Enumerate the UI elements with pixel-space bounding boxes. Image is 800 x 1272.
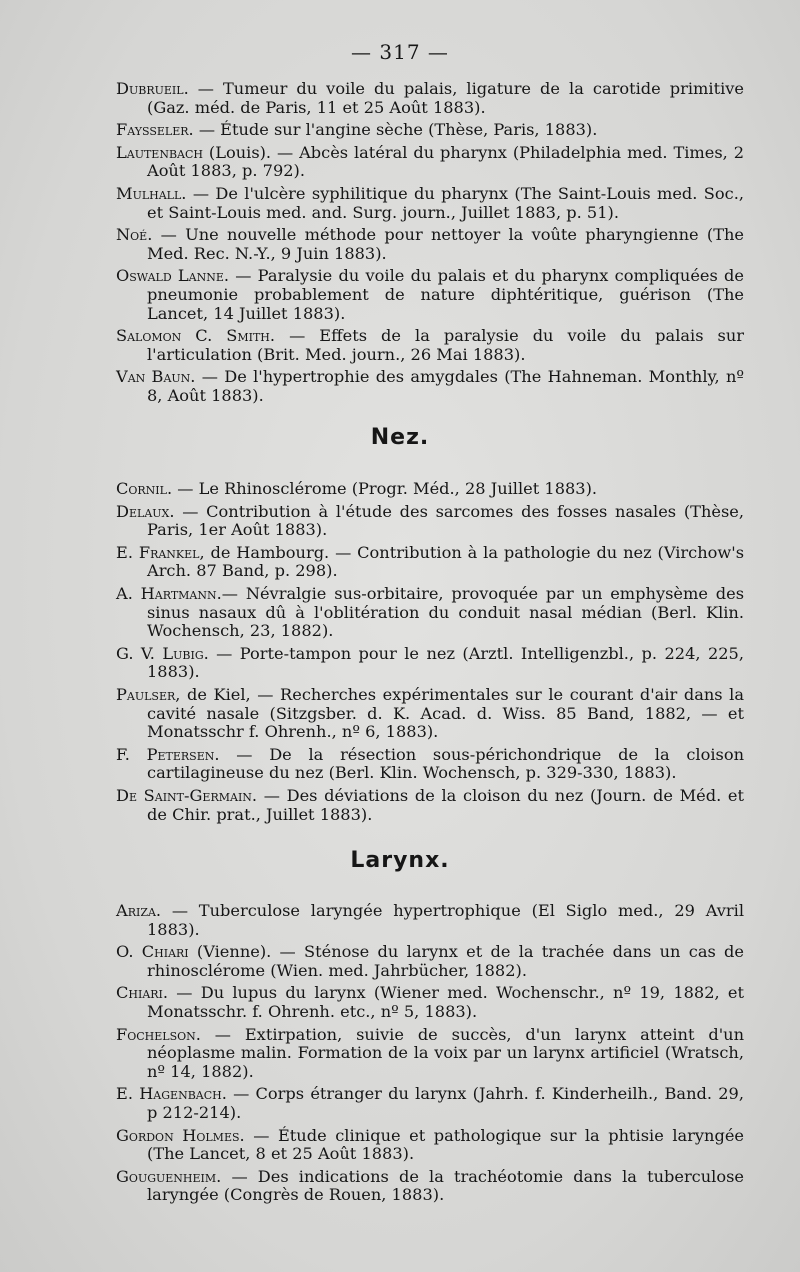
entry-author: Fochelson. (116, 1024, 201, 1044)
entry-text: — Paralysie du voile du palais et du pharynx compliquées de pneumonie probablement de nature diphtéritique, guérison (The Lancet, 14 Juillet 1883). (147, 266, 744, 323)
bibliography-entry (116, 686, 744, 742)
entry-text: — De la résection sous-périchondrique de la cloison cartilagineuse du nez (Berl. Klin. Wochensch, p. 329-330, 1883). (147, 744, 745, 783)
entry-author: De Saint-Germain. (116, 785, 258, 805)
bibliography-entry (116, 746, 744, 783)
bibliography-entry (116, 480, 744, 499)
bibliography-entry (116, 585, 744, 641)
bibliography-entry (116, 943, 744, 980)
bibliography-entry (116, 1085, 744, 1122)
entry-author: Van Baun. (116, 367, 196, 387)
bibliography-entry (116, 185, 744, 222)
entry-author: Delaux. (116, 501, 175, 521)
entry-text: — Porte-tampon pour le nez (Arztl. Intelligenzbl., p. 224, 225, 1883). (147, 643, 744, 682)
bibliography-entry (116, 902, 744, 939)
entry-text: — Étude clinique et pathologique sur la phtisie laryngée (The Lancet, 8 et 25 Août 1883). (147, 1125, 744, 1164)
section-larynx (116, 902, 744, 1209)
entry-author: E. Hagenbach. (116, 1084, 227, 1104)
entry-author: Mulhall. (116, 183, 187, 203)
bibliography-entry (116, 645, 744, 682)
bibliography-entry (116, 144, 744, 181)
entry-author: E. Frankel, (116, 542, 205, 562)
entry-author: Paulser, (116, 684, 181, 704)
bibliography-entry (116, 267, 744, 323)
entry-author: Gordon Holmes. (116, 1125, 245, 1145)
entry-text: — Le Rhinosclérome (Progr. Méd., 28 Juillet 1883). (172, 479, 598, 498)
section-heading-nez: Nez. (370, 425, 430, 450)
entry-author: Oswald Lanne. (116, 266, 229, 286)
entry-author: Chiari. (116, 983, 169, 1003)
entry-text: de Kiel, — Recherches expérimentales sur le courant d'air dans la cavité nasale (Sitzgsber. d. K. Acad. d. Wiss. 85 Band, 1882, — et Monatsschr f. Ohrenh., nº 6, 1883). (147, 684, 744, 742)
entry-text: — De l'hypertrophie des amygdales (The Hahneman. Monthly, nº 8, Août 1883). (147, 367, 744, 405)
entry-text: — Du lupus du larynx (Wiener med. Wochenschr., nº 19, 1882, et Monatsschr. f. Ohrenh. etc., nº 5, 1883). (147, 983, 744, 1021)
bibliography-entry (116, 544, 744, 581)
bibliography-entry (116, 121, 744, 140)
bibliography-entry (116, 984, 744, 1021)
entry-text: — Des indications de la trachéotomie dans la tuberculose laryngée (Congrès de Rouen, 1883). (147, 1166, 744, 1205)
entry-author: Dubrueil. (116, 79, 189, 98)
entry-text: — Contribution à l'étude des sarcomes des fosses nasales (Thèse, Paris, 1er Août 1883). (147, 501, 744, 540)
bibliography-entry (116, 787, 744, 824)
bibliography-entry (116, 80, 744, 117)
entry-text: — Étude sur l'angine sèche (Thèse, Paris, 1883). (193, 120, 598, 140)
section-nez (116, 480, 744, 828)
entry-text: — Tuberculose laryngée hypertrophique (El Siglo med., 29 Avril 1883). (147, 901, 744, 939)
entry-text: — Des déviations de la cloison du nez (Journ. de Méd. et de Chir. prat., Juillet 1883). (147, 785, 744, 824)
entry-text: — Corps étranger du larynx (Jahrh. f. Kinderheilh., Band. 29, p 212-214). (147, 1084, 744, 1122)
entry-author: Cornil. (116, 479, 173, 498)
entry-author: O. Chiari (116, 942, 189, 962)
entry-author: A. Hartmann. (116, 583, 222, 603)
entry-text: — Une nouvelle méthode pour nettoyer la voûte pharyngienne (The Med. Rec. N.-Y., 9 Juin 1883). (147, 225, 744, 263)
entry-text: (Louis). — Abcès latéral du pharynx (Philadelphia med. Times, 2 Août 1883, p. 792). (147, 142, 744, 181)
bibliography-entry (116, 1026, 744, 1082)
entry-text: de Hambourg. — Contribution à la pathologie du nez (Virchow's Arch. 87 Band, p. 298). (147, 542, 744, 581)
entry-text: — Effets de la paralysie du voile du palais sur l'articulation (Brit. Med. journ., 26 Mai 1883). (147, 326, 745, 364)
section-pharynx (116, 80, 744, 410)
entry-author: Noé. (116, 225, 153, 245)
entry-author: Faysseler. (116, 120, 194, 140)
entry-text: — Extirpation, suivie de succès, d'un larynx atteint d'un néoplasme malin. Formation de la voix par un larynx artificiel (Wratsch, nº 14, 1882). (147, 1024, 744, 1081)
bibliography-entry (116, 1168, 744, 1205)
bibliography-entry (116, 368, 744, 405)
bibliography-entry (116, 503, 744, 540)
entry-author: Ariza. (116, 901, 162, 920)
entry-author: F. Petersen. (116, 744, 220, 764)
entry-author: Lautenbach (116, 142, 203, 162)
section-heading-larynx: Larynx. (350, 848, 450, 873)
entry-text: — De l'ulcère syphilitique du pharynx (The Saint-Louis med. Soc., et Saint-Louis med. and. Surg. journ., Juillet 1883, p. 51). (147, 183, 744, 222)
entry-author: Gouguenheim. (116, 1166, 222, 1186)
entry-text: — Névralgie sus-orbitaire, provoquée par un emphysème des sinus nasaux dû à l'oblitération du conduit nasal médian (Berl. Klin. Wochensch, 23, 1882). (147, 583, 744, 641)
entry-author: Salomon C. Smith. (116, 326, 276, 346)
entry-text: (Vienne). — Sténose du larynx et de la trachée dans un cas de rhinosclérome (Wien. med. Jahrbücher, 1882). (147, 942, 744, 980)
entry-text: — Tumeur du voile du palais, ligature de la carotide primitive (Gaz. méd. de Paris, 11 et 25 Août 1883). (147, 79, 744, 117)
bibliography-entry (116, 226, 744, 263)
entry-author: G. V. Lubig. (116, 643, 209, 663)
page-number: — 317 — (351, 40, 449, 64)
bibliography-entry (116, 327, 744, 364)
bibliography-entry (116, 1127, 744, 1164)
